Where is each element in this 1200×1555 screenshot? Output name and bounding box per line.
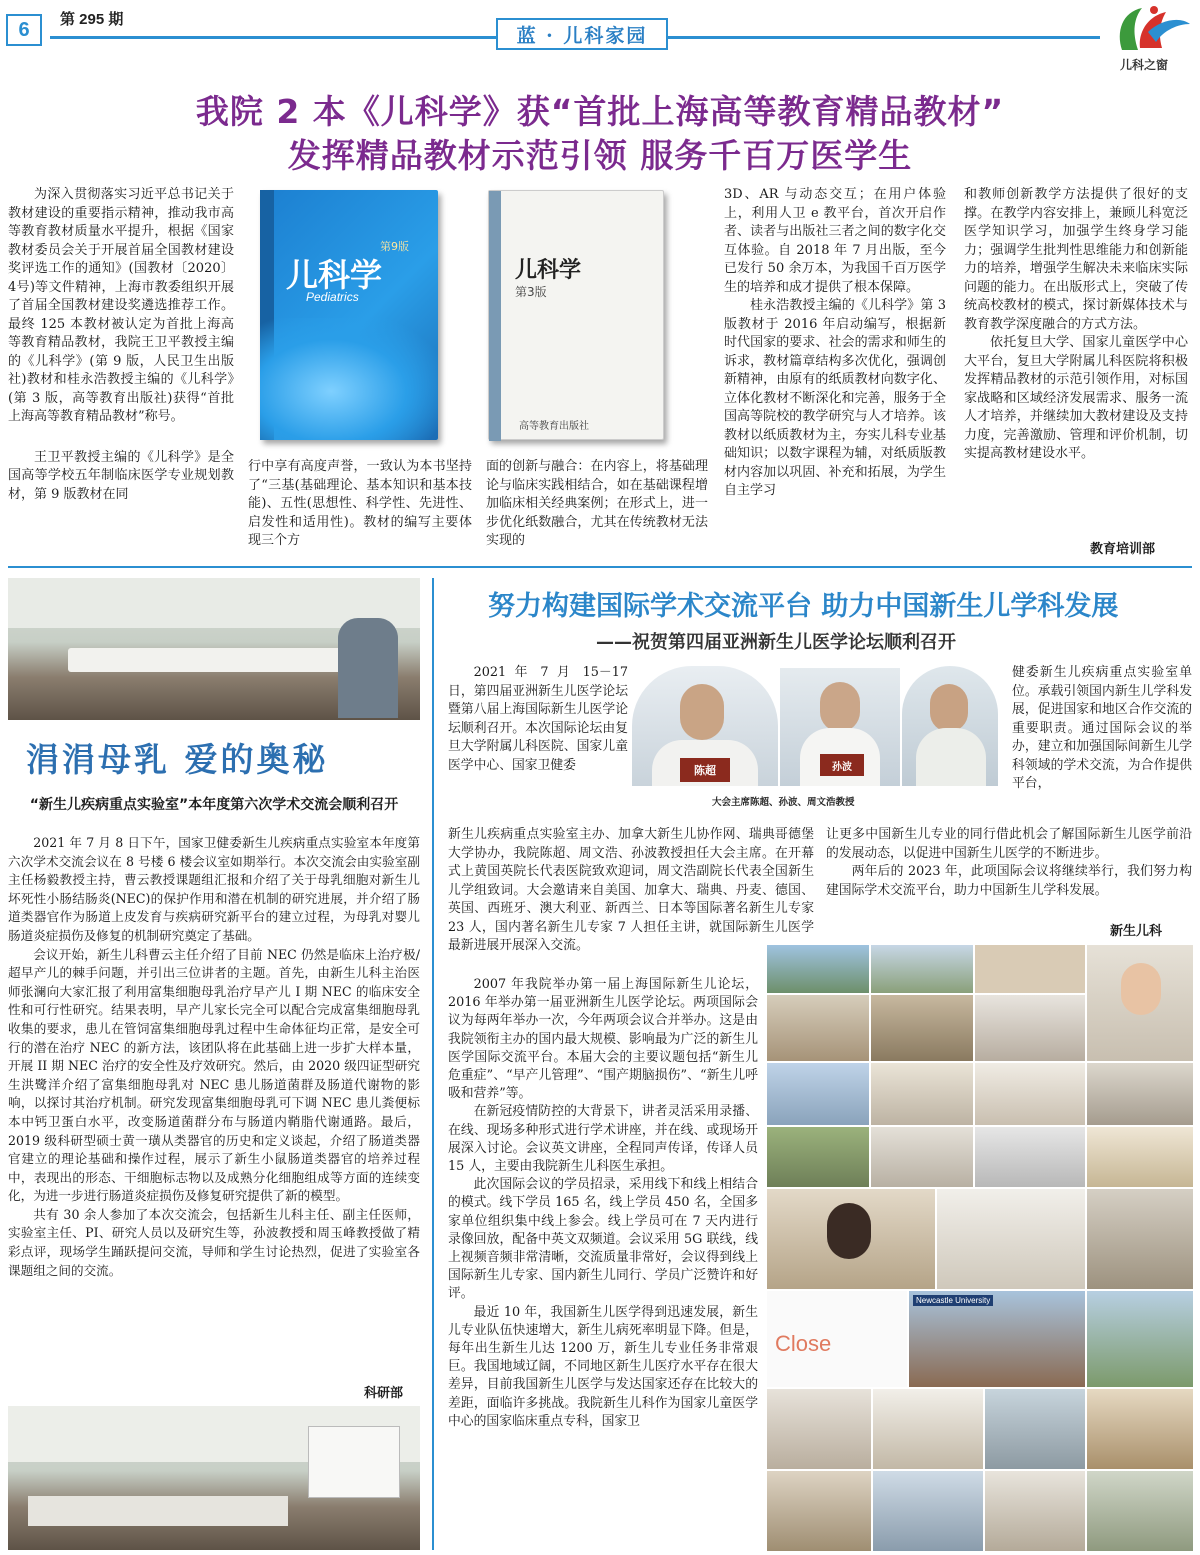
book1-edition: 第9版: [380, 240, 409, 253]
article3-title: 涓涓母乳 爱的奥秘: [26, 740, 329, 779]
article2-subtitle: ——祝贺第四届亚洲新生儿医学论坛顺利召开: [596, 632, 956, 653]
article2-col1-p1: 2021 年 7 月 15－17 日，第四届亚洲新生儿医学论坛暨第八届上海国际新生儿医学论坛顺利召开。本次国际论坛由复旦大学附属儿科医院、国家儿童医学中心、国家卫健委: [448, 665, 628, 773]
article2-col2-wide: [826, 826, 1192, 900]
article1-col2: [248, 458, 472, 551]
vertical-divider: [432, 578, 434, 1550]
book1-title: 儿科学: [286, 256, 383, 294]
article1-col2-text: 行中享有高度声誉，一致认为本书坚持了“三基(基础理论、基本知识和基本技能)、五性(思想性、科学性、先进性、启发性和适用性)。教材的编写主要体现三个方: [248, 459, 472, 548]
meeting-photo-bottom: [8, 1406, 420, 1550]
article2-col1-top: [448, 664, 628, 775]
article2-col2-p1: 健委新生儿疾病重点实验室单位。承载引领国内新生儿学科发展，促进国家和地区合作交流的重要职责。通过国际会议的举办，建立和加强国际间新生儿学科领域的学术交流，为合作提供平台，: [1012, 665, 1192, 791]
book2-publisher: 高等教育出版社: [519, 421, 589, 432]
article2-signature: 新生儿科: [1110, 924, 1163, 939]
article2-col2-wide-text: 让更多中国新生儿专业的同行借此机会了解国际新生儿医学前沿的发展动态，以促进中国新生儿医学的不断进步。: [826, 827, 1192, 861]
article1-title-line2: 发挥精品教材示范引领 服务千百万医学生: [287, 136, 913, 175]
article2-p3: 在新冠疫情防控的大背景下，讲者灵活采用录播、在线、现场多种形式进行学术讲座，并在线、或现场开展深入讨论。会议英文讲座，全程同声传译，传译人员 15 人，主要由我院新生儿科医生承担。: [448, 1104, 758, 1175]
article2-p2: 2007 年我院举办第一届上海国际新生儿论坛，2016 年举办第一届亚洲新生儿医学论坛。两项国际会议为每两年举办一次，今年两项会议合并举办。这是由我院领衔主办的国内最大规模、影响最为广泛的新生儿医学国际交流平台。本届大会的主要议题包括“新生儿危重症”、“早产儿管理”、“围产期脑损伤”、“新生儿呼吸和营养”等。: [448, 977, 758, 1102]
chairs-caption: 大会主席陈超、孙波、周文浩教授: [712, 797, 855, 808]
article1-signature: 教育培训部: [1090, 542, 1156, 557]
article2-title: 努力构建国际学术交流平台 助力中国新生儿学科发展: [488, 591, 1119, 622]
article1-col1-p2: 王卫平教授主编的《儿科学》是全国高等学校五年制临床医学专业规划教材，第 9 版教材在同: [8, 449, 234, 502]
article3-p2: 会议开始，新生儿科曹云主任介绍了目前 NEC 仍然是临床上治疗极/超早产儿的棘手问题，并引出三位讲者的主题。首先，由新生儿科主治医师张澜向大家汇报了利用富集细胞母乳治疗早产儿 I 期 NEC 的临床安全性和可行性研究。结果表明，早产儿家长完全可以配合完成富集细胞母乳收集的要求，患儿在管饲富集细胞母乳过程中生命体征均正常，是安全可行的潜在治疗 NEC 的新方法，该团队将在此基础上进一步扩大样本量，开展 II 期 NEC 治疗的安全性及疗效研究。然后，由 2020 级四证型研究生洪鹭洋介绍了富集细胞母乳对 NEC 患儿肠道菌群及肠道代谢物的影响，以探讨其治疗机制。研究发现富集细胞母乳可下调 NEC 患儿粪便标本中钙卫蛋白水平，改变肠道菌群分布与肠道内鞘脂代谢通路。最后，2019 级科研型硕士黄一璜从类器官的历史和定义谈起，介绍了肠道类器官建立的理论基础和操作过程，展示了新生小鼠肠道类器官的培养过程中，表现出的形态、干细胞标志物以及成熟分化细胞组成等方面的连续变化，为进一步进行肠道炎症损伤及修复研究提供了新的模型。: [8, 946, 420, 1204]
article3-body: [8, 834, 420, 1280]
article3-signature: 科研部: [364, 1386, 404, 1401]
article1-col5-p2: 依托复旦大学、国家儿童医学中心大平台，复旦大学附属儿科医院将积极发挥精品教材的示范引领作用，对标国家战略和区域经济发展需求、服务一流人才培养，并继续加大教材建设及支持力度，完善激励、管理和评价机制，切实提高教材建设水平。: [964, 335, 1188, 461]
article1-col1-p1: 为深入贯彻落实习近平总书记关于教材建设的重要指示精神，推动我市高等教育教材质量水平提升，根据《国家教材委员会关于开展首届全国教材建设奖评选工作的通知》(国教材〔2020〕4号)等文件精神，上海市教委组织开展了首届全国教材建设奖遴选推荐工作。最终 125 本教材被认定为首批上海高等教育精品教材，我院王卫平教授主编的《儿科学》(第 9 版，人民卫生出版社)教材和桂永浩教授主编的《儿科学》(第 3 版，高等教育出版社)获得“首批上海高等教育精品教材”称号。: [8, 187, 234, 424]
book-cover-pediatrics-3rd: [488, 190, 664, 440]
article1-col5-p1: 和教师创新教学方法提供了很好的支撑。在教学内容安排上，兼顾儿科宽泛医学知识学习，加强学生终身学习能力；强调学生批判性思维能力和创新能力的培养，增强学生解决未来临床实际问题的能力。在出版形式上，突破了传统高校教材的模式，探讨新媒体技术与教育教学深度融合的方式方法。: [964, 187, 1188, 332]
article2-col1-wide-text: 新生儿疾病重点实验室主办、加拿大新生儿协作网、瑞典哥德堡大学协办，我院陈超、周文浩、孙波教授担任大会主席。在开幕式上黄国英院长代表医院致欢迎词，周文浩副院长代表全国新生儿学组致词。大会邀请来自美国、加拿大、瑞典、丹麦、德国、英国、西班牙、澳大利亚、新西兰、日本等国际著名新生儿专家 23 人，国内著名新生儿专家 7 人担任主讲，就国际新生儿医学最新进展开展深入交流。: [448, 827, 814, 953]
article3-p1: 2021 年 7 月 8 日下午，国家卫健委新生儿疾病重点实验室本年度第六次学术交流会议在 8 号楼 6 楼会议室如期举行。本次交流会由实验室副主任杨毅教授主持，曹云教授课题组汇报和介绍了关于母乳细胞对新生儿坏死性小肠结肠炎(NEC)的保护作用和潜在机制的研究进展，并介绍了肠道类器官作为肠道上皮发育与疾病研究新平台的建立过程，为母乳对婴儿肠道炎症损伤及修复的机制研究奠定了基础。: [8, 835, 420, 943]
article1-col3: [486, 458, 708, 551]
article1-col3-text: 面的创新与融合：在内容上，将基础理论与临床实践相结合，如在基础课程增加临床相关经典案例；在形式上，进一步优化纸数融合，尤其在传统教材无法实现的: [486, 459, 708, 548]
meeting-photo-top: [8, 578, 420, 720]
article3-p3: 共有 30 余人参加了本次交流会，包括新生儿科主任、副主任医师，实验室主任、PI、研究人员以及研究生等，孙波教授和周玉峰教授做了精彩点评，现场学生踊跃提问交流，导师和学生讨论热烈，促进了实验室各课题组之间的交流。: [8, 1206, 420, 1278]
article3-subtitle: “新生儿疾病重点实验室”本年度第六次学术交流会顺利召开: [29, 797, 399, 813]
logo-text: 儿科之窗: [1120, 58, 1169, 72]
chairs-photos: [632, 666, 998, 810]
article2-col2-top: [1012, 664, 1192, 794]
column-tag: 蓝 · 儿科家园: [496, 18, 668, 50]
article1-col5: [964, 186, 1188, 464]
article2-col1-wide: [448, 826, 814, 956]
article1-col1: [8, 186, 234, 504]
article2-col2-last: 两年后的 2023 年，此项国际会议将继续举行，我们努力构建国际学术交流平台，助力中国新生儿学科发展。: [826, 864, 1192, 898]
nameplate-chen: 陈超: [680, 758, 730, 782]
section-divider: [8, 566, 1192, 568]
article1-col4: [724, 186, 946, 501]
article2-col1-rest: [448, 976, 758, 1431]
issue-number: 第 295 期: [60, 11, 124, 28]
article1-col4-p2: 桂永浩教授主编的《儿科学》第 3 版教材于 2016 年启动编写，根据新时代国家的要求、社会的需求和师生的诉求，教材篇章结构多次优化，强调创新精神，由原有的纸质教材向数字化、立体化教材不断深化和完善，服务于全国高等院校的教学研究与人才培养。该教材以纸质教材为主，夯实儿科专业基础知识；以数字课程为辅，对纸质版教材内容加以巩固、补充和拓展，为学生自主学习: [724, 298, 946, 498]
book1-subtitle: Pediatrics: [306, 290, 359, 304]
online-speakers-mosaic: [766, 944, 1192, 1550]
article2-p5: 最近 10 年，我国新生儿医学得到迅速发展，新生儿专业队伍快速增大，新生儿病死率明显下降。但是，每年出生新生儿达 1200 万，新生儿专业任务非常艰巨。我国地域辽阔，不同地区新生儿医疗水平存在很大差异，目前我国新生儿医学与发达国家还存在比较大的差距，面临许多挑战。我院新生儿科作为国家儿童医学中心的国家临床重点专科，国家卫: [448, 1304, 758, 1429]
article2-p4: 此次国际会议的学员招录，采用线下和线上相结合的模式。线下学员 165 名，线上学员 450 名，全国多家单位组织集中线上参会。线上学员可在 7 天内进行录像回放，配备中英文双频道。会议采用 5G 联线，线上视频音频非常清晰，交流质量非常好，会议得到线上国际新生儿专家、国内新生儿同行、学员广泛赞许和好评。: [448, 1177, 758, 1302]
logo: [1108, 2, 1192, 64]
page-number: 6: [6, 14, 42, 46]
newcastle-logo: Newcastle University: [913, 1295, 993, 1306]
book2-title: 儿科学: [515, 257, 582, 283]
zoom-close-text: Close: [775, 1331, 832, 1356]
book-cover-pediatrics-9th: [260, 190, 438, 440]
book2-edition: 第3版: [515, 285, 547, 299]
nameplate-sun: 孙波: [820, 754, 864, 776]
article1-col4-p1: 3D、AR 与动态交互；在用户体验上，利用人卫 e 教平台，首次开启作者、读者与出版社三者之间的数字化交互体验。自 2018 年 7 月出版，至今已发行 50 余万本，为我国千百万医学生的培养和成才提供了根本保障。: [724, 187, 946, 295]
article1-title-line1: 我院 2 本《儿科学》获“首批上海高等教育精品教材”: [195, 92, 1005, 131]
